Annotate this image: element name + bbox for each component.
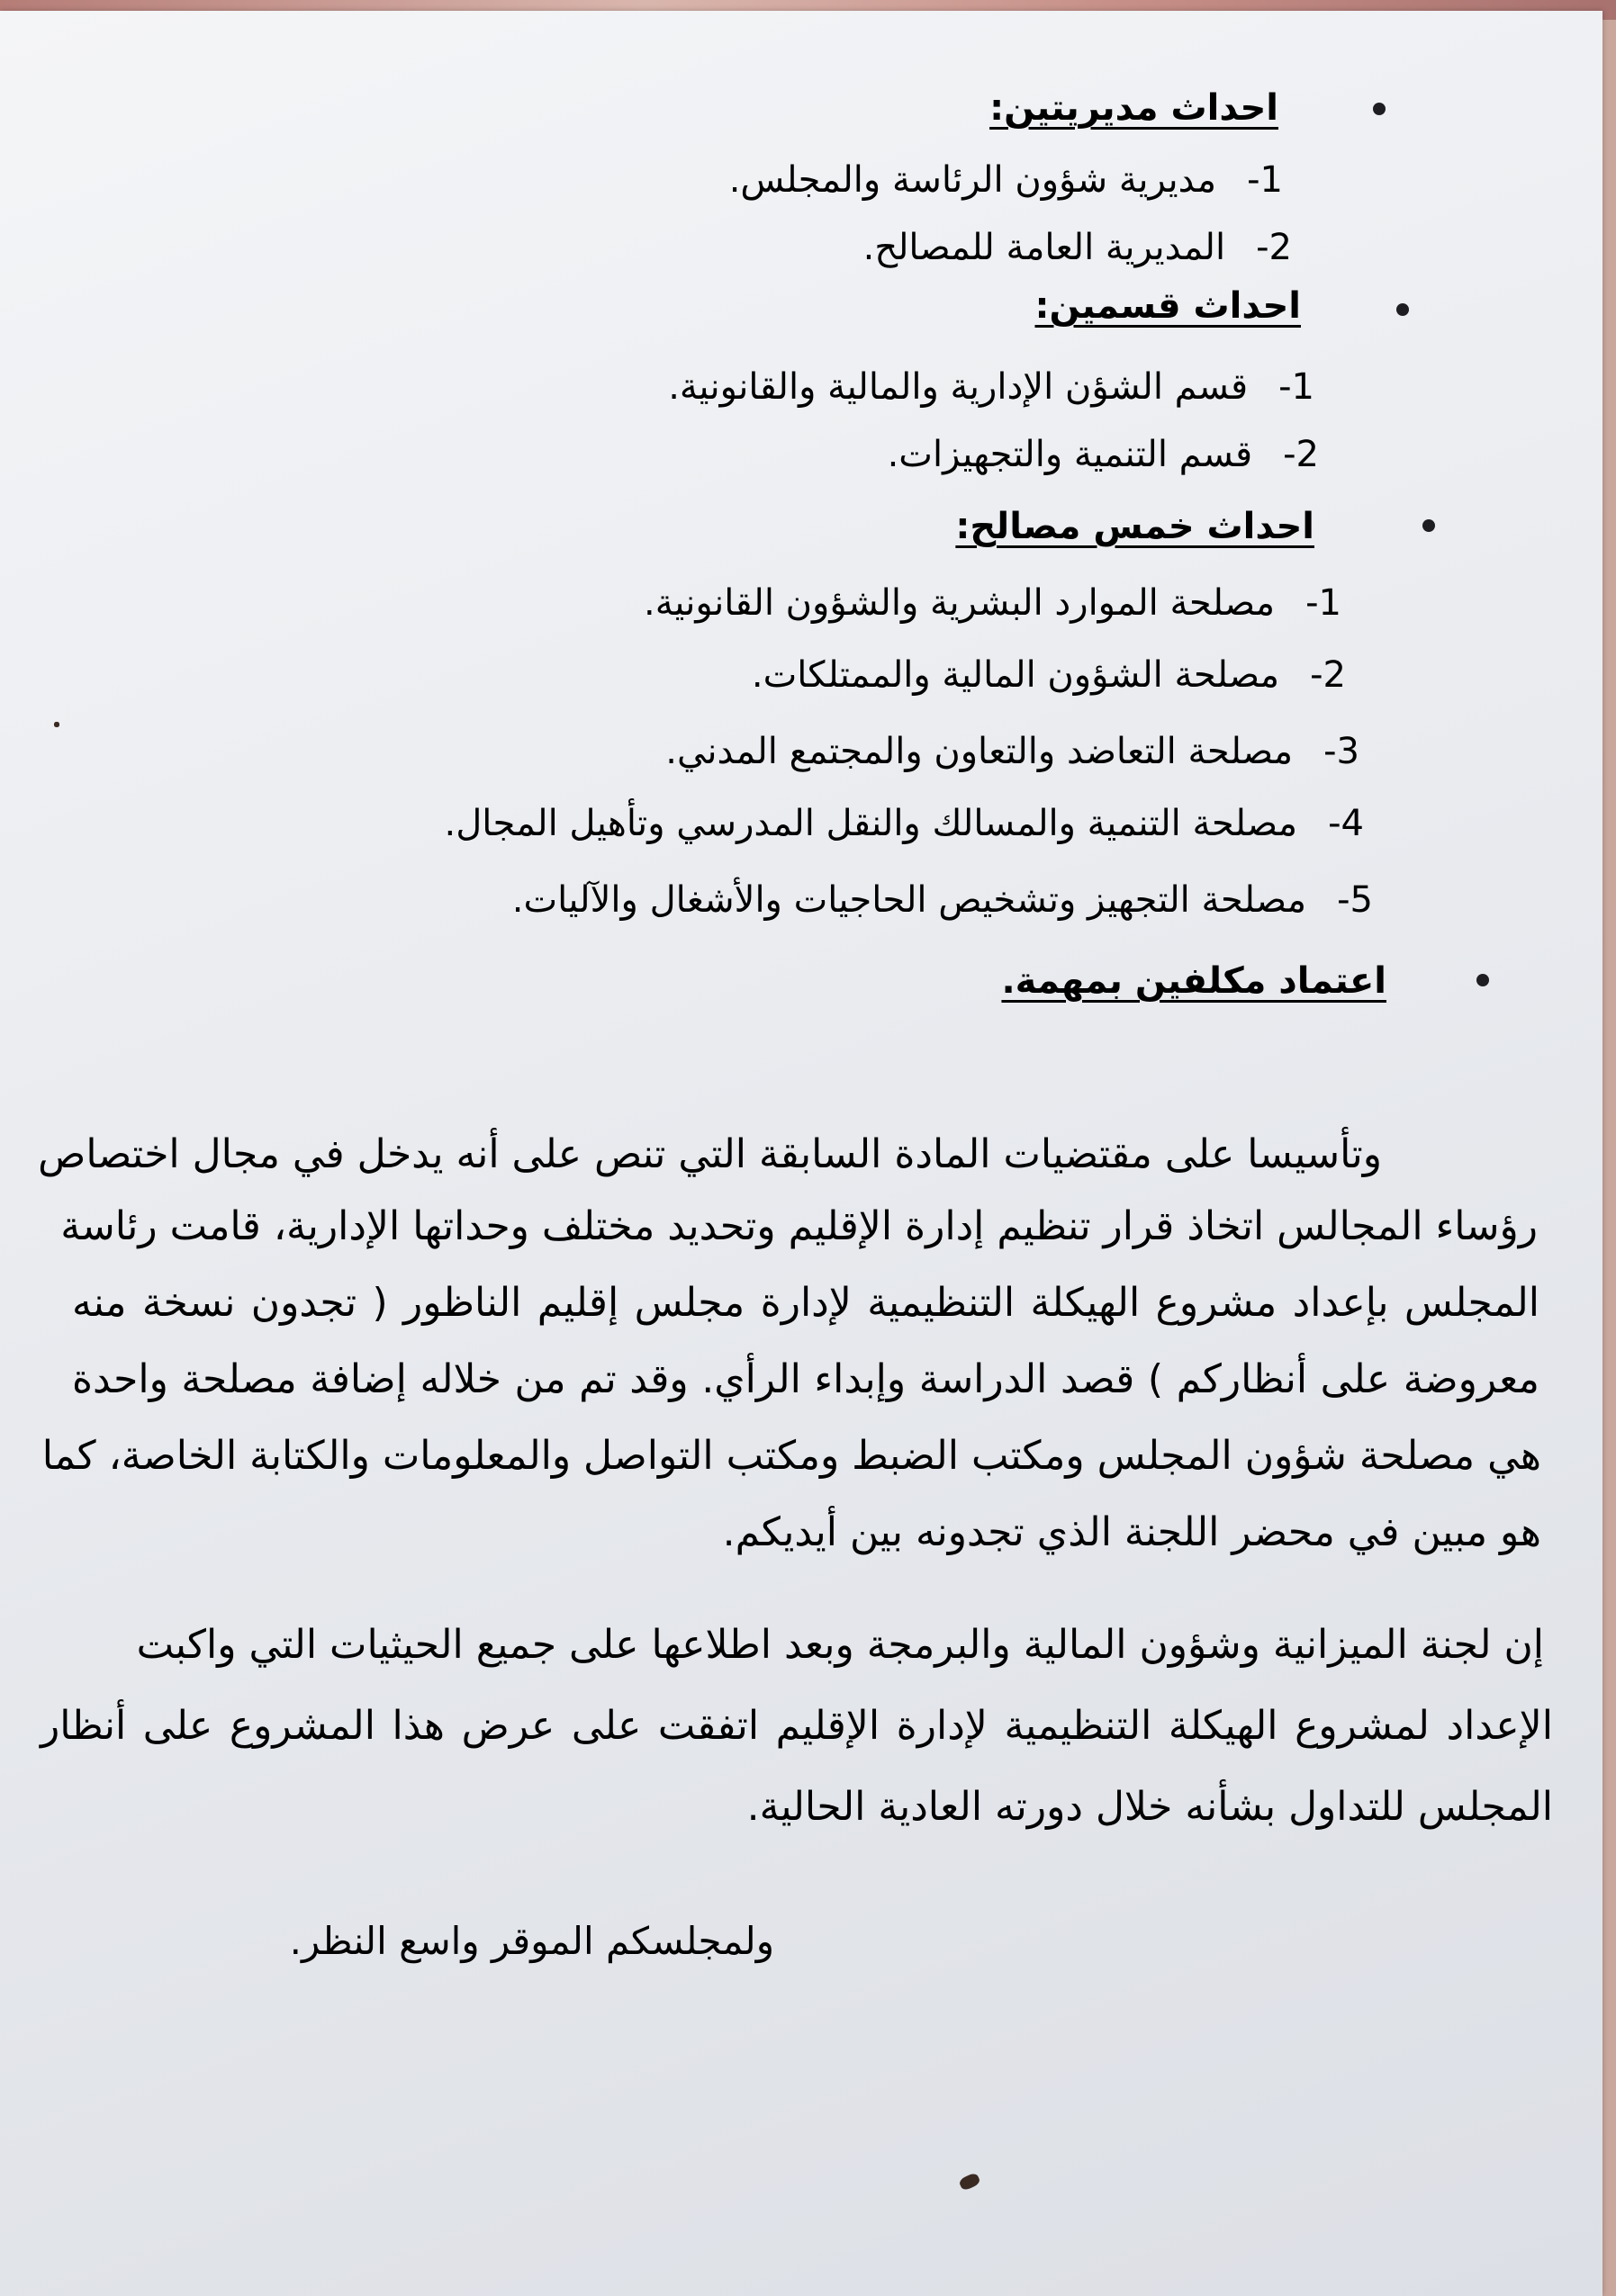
- paragraph-line: هو مبين في محضر اللجنة الذي تجدونه بين أيديكم.: [722, 1509, 1541, 1555]
- section-heading: احداث قسمين:: [1034, 285, 1301, 327]
- bullet-icon: [1373, 103, 1386, 115]
- document-page: [0, 11, 1602, 2296]
- item-text: مصلحة التجهيز وتشخيص الحاجيات والأشغال والآليات.: [511, 879, 1307, 921]
- section-heading: احداث مديريتين:: [989, 87, 1278, 129]
- list-item: [888, 434, 1319, 475]
- bullet-icon: [1476, 974, 1489, 986]
- item-number: 2-: [1283, 434, 1319, 475]
- bullet-icon: [1396, 303, 1409, 316]
- closing-line: ولمجلسكم الموقر واسع النظر.: [289, 1919, 774, 1963]
- paragraph-line: رؤساء المجالس اتخاذ قرار تنظيم إدارة الإقليم وتحديد مختلف وحداتها الإدارية، قامت رئاسة: [60, 1203, 1538, 1249]
- item-number: 3-: [1323, 731, 1359, 772]
- list-item: [668, 366, 1314, 408]
- list-item: [752, 654, 1346, 696]
- paragraph-line: المجلس للتداول بشأنه خلال دورته العادية الحالية.: [746, 1784, 1553, 1830]
- paragraph-line: وتأسيسا على مقتضيات المادة السابقة التي تنص على أنه يدخل في مجال اختصاص: [38, 1131, 1382, 1177]
- paragraph-line: هي مصلحة شؤون المجلس ومكتب الضبط ومكتب التواصل والمعلومات والكتابة الخاصة، كما: [41, 1433, 1541, 1479]
- item-text: مديرية شؤون الرئاسة والمجلس.: [728, 159, 1217, 201]
- section-heading: اعتماد مكلفين بمهمة.: [1001, 960, 1386, 1002]
- list-item: [863, 227, 1292, 268]
- item-number: 2-: [1310, 654, 1346, 696]
- paragraph-line: معروضة على أنظاركم ) قصد الدراسة وإبداء الرأي. وقد تم من خلاله إضافة مصلحة واحدة: [72, 1356, 1539, 1402]
- ink-speck: [54, 722, 59, 727]
- item-number: 4-: [1328, 803, 1364, 844]
- item-text: المديرية العامة للمصالح.: [862, 227, 1226, 268]
- bullet-icon: [1422, 519, 1435, 532]
- item-number: 5-: [1337, 879, 1373, 921]
- item-text: مصلحة الشؤون المالية والممتلكات.: [751, 654, 1280, 696]
- ink-speck: [958, 2172, 981, 2192]
- item-number: 1-: [1305, 582, 1341, 624]
- item-text: قسم التنمية والتجهيزات.: [887, 434, 1253, 475]
- section-heading: احداث خمس مصالح:: [955, 506, 1314, 547]
- list-item: [512, 879, 1373, 921]
- paragraph-line: الإعداد لمشروع الهيكلة التنظيمية لإدارة الإقليم اتفقت على عرض هذا المشروع على أنظار: [41, 1703, 1553, 1749]
- item-number: 1-: [1278, 366, 1314, 408]
- list-item: [644, 582, 1341, 624]
- list-item: [444, 803, 1364, 844]
- item-number: 2-: [1256, 227, 1292, 268]
- paragraph-line: إن لجنة الميزانية وشؤون المالية والبرمجة وبعد اطلاعها على جميع الحيثيات التي واكبت: [136, 1622, 1544, 1668]
- item-text: مصلحة التنمية والمسالك والنقل المدرسي وتأهيل المجال.: [444, 803, 1298, 844]
- list-item: [665, 731, 1359, 772]
- paragraph-line: المجلس بإعداد مشروع الهيكلة التنظيمية لإدارة مجلس إقليم الناظور ( تجدون نسخة منه: [72, 1280, 1539, 1326]
- list-item: [729, 159, 1283, 201]
- item-text: مصلحة الموارد البشرية والشؤون القانونية.: [644, 582, 1276, 624]
- item-text: قسم الشؤن الإدارية والمالية والقانونية.: [668, 366, 1249, 408]
- item-number: 1-: [1247, 159, 1283, 201]
- item-text: مصلحة التعاضد والتعاون والمجتمع المدني.: [665, 731, 1294, 772]
